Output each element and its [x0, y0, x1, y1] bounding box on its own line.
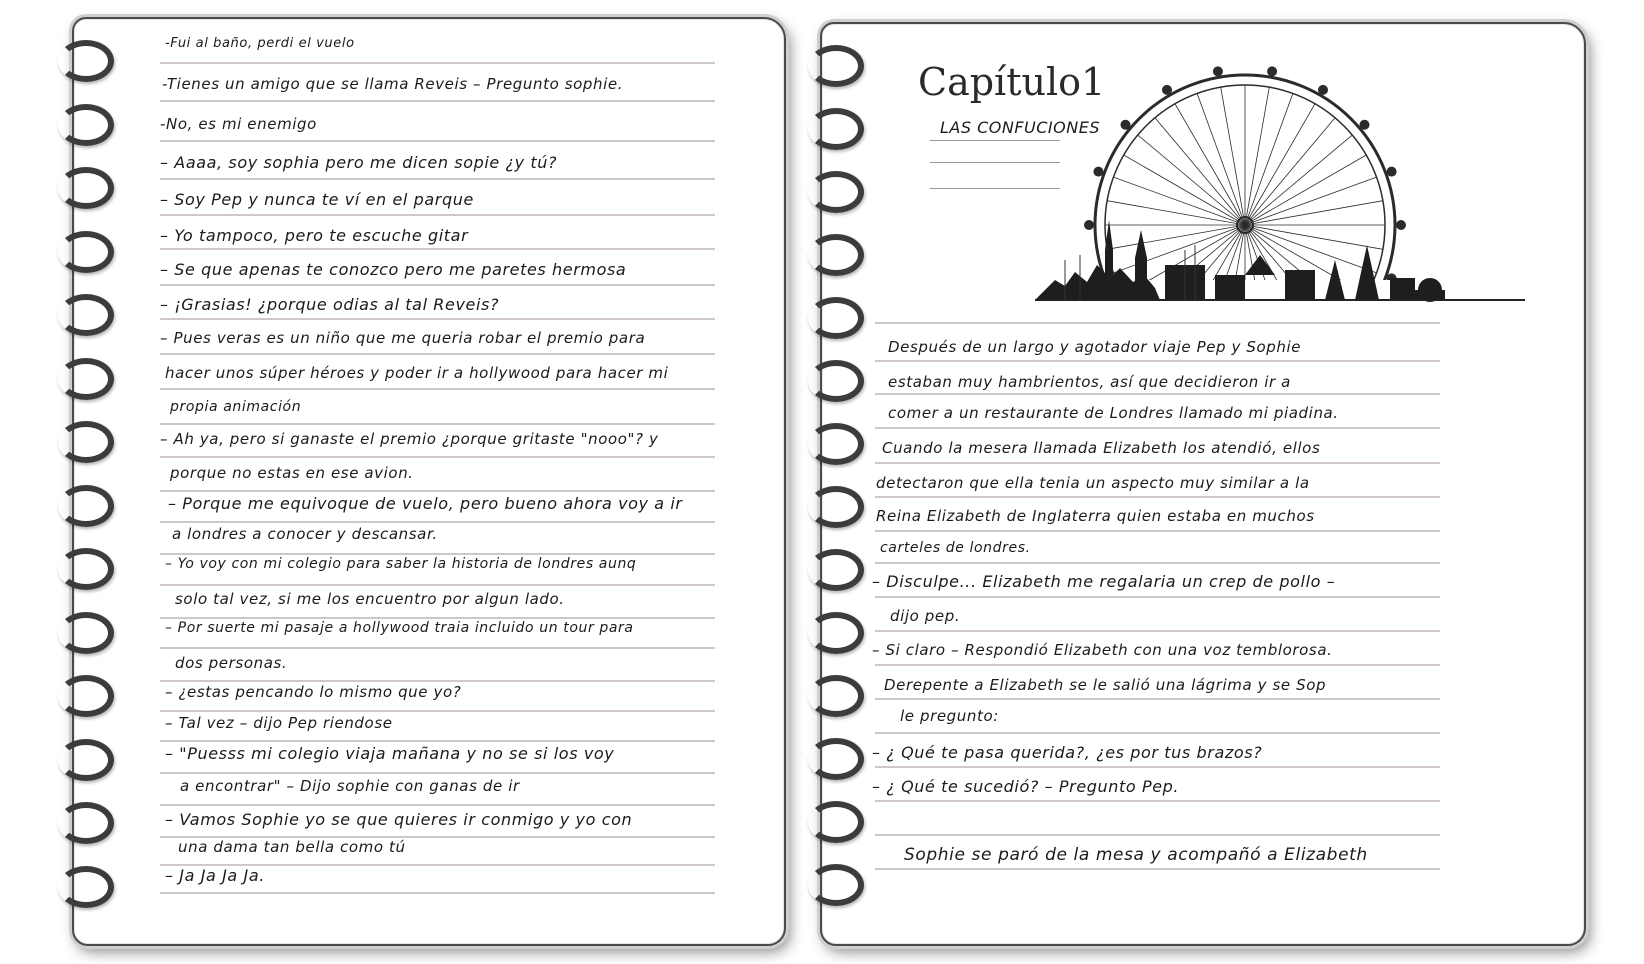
- text-line: le pregunto:: [900, 707, 999, 725]
- spiral-ring: [808, 675, 864, 717]
- text-line: – Vamos Sophie yo se que quieres ir conmigo y yo con: [165, 810, 633, 829]
- ruled-line: [875, 322, 1440, 324]
- text-line: hacer unos súper héroes y poder ir a hollywood para hacer mi: [165, 364, 669, 382]
- right-spiral-binding: [808, 0, 868, 964]
- text-line: – ¡Grasias! ¿porque odias al tal Reveis?: [160, 295, 500, 314]
- ruled-line: [875, 393, 1440, 395]
- ruled-line: [160, 647, 715, 649]
- text-line: – Disculpe... Elizabeth me regalaria un crep de pollo –: [872, 572, 1336, 591]
- text-line: a encontrar" – Dijo sophie con ganas de ir: [180, 777, 520, 795]
- spiral-ring: [58, 612, 114, 654]
- spiral-ring: [58, 104, 114, 146]
- spiral-ring: [808, 108, 864, 150]
- text-line: – Por suerte mi pasaje a hollywood traia incluido un tour para: [165, 620, 634, 636]
- text-line: porque no estas en ese avion.: [170, 464, 414, 482]
- text-line: – Se que apenas te conozco pero me paretes hermosa: [160, 260, 627, 279]
- spiral-ring: [58, 739, 114, 781]
- text-line: – ¿estas pencando lo mismo que yo?: [165, 683, 462, 701]
- text-line: Después de un largo y agotador viaje Pep y Sophie: [888, 338, 1302, 356]
- ruled-line: [160, 772, 715, 774]
- ruled-line: [160, 178, 715, 180]
- ruled-line: [875, 800, 1440, 802]
- ruled-line: [160, 490, 715, 492]
- spiral-ring: [58, 866, 114, 908]
- text-line: -Fui al baño, perdi el vuelo: [165, 36, 355, 51]
- ruled-line: [875, 562, 1440, 564]
- text-line: – ¿ Qué te sucedió? – Pregunto Pep.: [872, 777, 1180, 796]
- spiral-ring: [808, 612, 864, 654]
- spiral-ring: [58, 548, 114, 590]
- spiral-ring: [58, 294, 114, 336]
- ruled-line: [160, 214, 715, 216]
- ruled-line: [160, 284, 715, 286]
- ruled-line: [875, 868, 1440, 870]
- spiral-ring: [808, 45, 864, 87]
- spiral-ring: [58, 485, 114, 527]
- text-line: – Porque me equivoque de vuelo, pero bueno ahora voy a ir: [168, 494, 683, 513]
- ruled-line: [875, 530, 1440, 532]
- ruled-line: [160, 710, 715, 712]
- ruled-line: [160, 140, 715, 142]
- ruled-line: [875, 698, 1440, 700]
- ruled-line: [875, 630, 1440, 632]
- ruled-line: [160, 740, 715, 742]
- spiral-ring: [808, 423, 864, 465]
- text-line: – Pues veras es un niño que me queria robar el premio para: [160, 329, 646, 347]
- ruled-line: [160, 617, 715, 619]
- ruled-line: [875, 462, 1440, 464]
- text-line: Derepente a Elizabeth se le salió una lágrima y se Sop: [884, 676, 1327, 694]
- ruled-line: [160, 353, 715, 355]
- spiral-ring: [58, 358, 114, 400]
- text-line: propia animación: [170, 399, 302, 415]
- spiral-ring: [808, 549, 864, 591]
- text-line: solo tal vez, si me los encuentro por algun lado.: [175, 590, 565, 608]
- ruled-line: [160, 318, 715, 320]
- spiral-ring: [58, 802, 114, 844]
- text-line: – Yo tampoco, pero te escuche gitar: [160, 226, 469, 245]
- ruled-line: [160, 584, 715, 586]
- text-line: dos personas.: [175, 654, 288, 672]
- left-spiral-binding: [58, 0, 118, 964]
- spiral-ring: [58, 167, 114, 209]
- spiral-ring: [808, 360, 864, 402]
- ruled-line: [875, 834, 1440, 836]
- text-line: – Si claro – Respondió Elizabeth con una voz temblorosa.: [872, 641, 1333, 659]
- text-line: – Ah ya, pero si ganaste el premio ¿porque gritaste "nooo"? y: [160, 430, 659, 448]
- text-line: a londres a conocer y descansar.: [172, 525, 438, 543]
- ruled-line: [160, 100, 715, 102]
- london-eye-illustration: [1035, 50, 1525, 340]
- spiral-ring: [808, 486, 864, 528]
- ruled-line: [875, 596, 1440, 598]
- text-line: detectaron que ella tenia un aspecto muy similar a la: [876, 474, 1310, 492]
- text-line: una dama tan bella como tú: [178, 838, 406, 856]
- chapter-subtitle: LAS CONFUCIONES: [940, 118, 1100, 137]
- spiral-ring: [808, 171, 864, 213]
- ruled-line: [160, 804, 715, 806]
- text-line: Sophie se paró de la mesa y acompañó a Elizabeth: [904, 845, 1368, 865]
- ruled-line: [875, 360, 1440, 362]
- text-line: -Tienes un amigo que se llama Reveis – Pregunto sophie.: [162, 75, 624, 93]
- ruled-line: [160, 248, 715, 250]
- spiral-ring: [808, 864, 864, 906]
- spiral-ring: [58, 40, 114, 82]
- text-line: estaban muy hambrientos, así que decidieron ir a: [888, 373, 1291, 391]
- text-line: – "Puesss mi colegio viaja mañana y no se si los voy: [165, 744, 615, 763]
- ruled-line: [160, 62, 715, 64]
- ruled-line: [160, 892, 715, 894]
- chapter-title: Capítulo1: [918, 60, 1106, 104]
- text-line: Cuando la mesera llamada Elizabeth los atendió, ellos: [882, 439, 1321, 457]
- spiral-ring: [808, 801, 864, 843]
- ruled-line: [160, 553, 715, 555]
- spiral-ring: [58, 421, 114, 463]
- ruled-line: [875, 664, 1440, 666]
- ruled-line: [875, 766, 1440, 768]
- text-line: – Ja Ja Ja Ja.: [165, 866, 265, 885]
- text-line: dijo pep.: [890, 607, 961, 625]
- ruled-line: [160, 521, 715, 523]
- spiral-ring: [808, 234, 864, 276]
- text-line: – Tal vez – dijo Pep riendose: [165, 714, 393, 732]
- ruled-line: [160, 680, 715, 682]
- ruled-line: [160, 423, 715, 425]
- ruled-line: [875, 427, 1440, 429]
- text-line: carteles de londres.: [880, 540, 1031, 556]
- ruled-line: [875, 732, 1440, 734]
- text-line: – Yo voy con mi colegio para saber la historia de londres aunq: [165, 556, 637, 572]
- spiral-ring: [808, 297, 864, 339]
- spiral-ring: [808, 738, 864, 780]
- text-line: – ¿ Qué te pasa querida?, ¿es por tus brazos?: [872, 743, 1263, 762]
- spiral-ring: [58, 675, 114, 717]
- text-line: -No, es mi enemigo: [160, 115, 317, 133]
- ruled-line: [160, 456, 715, 458]
- ruled-line: [875, 496, 1440, 498]
- spiral-ring: [58, 231, 114, 273]
- ruled-line: [160, 388, 715, 390]
- text-line: – Soy Pep y nunca te ví en el parque: [160, 190, 474, 209]
- text-line: – Aaaa, soy sophia pero me dicen sopie ¿y tú?: [160, 153, 558, 172]
- text-line: comer a un restaurante de Londres llamado mi piadina.: [888, 404, 1339, 422]
- text-line: Reina Elizabeth de Inglaterra quien estaba en muchos: [876, 507, 1315, 525]
